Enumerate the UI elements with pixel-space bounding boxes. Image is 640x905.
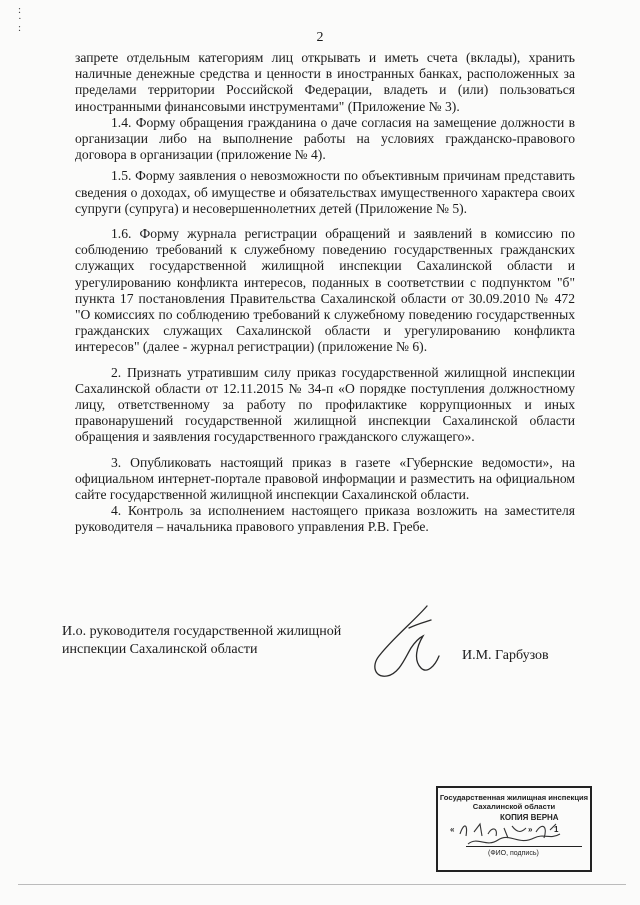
stamp-fio-label: (ФИО, подпись) (488, 850, 539, 857)
paragraph-continuation: запрете отдельным категориям лиц открывать и иметь счета (вклады), хранить наличные денежные средства и ценности в иностранных банках, расположенных за пределами территории Российской Федерации, владеть и (или) пользоваться иностранными финансовыми инструментами" (Приложение № 3). (75, 50, 575, 114)
stamp-quote-open: « (450, 825, 455, 834)
stamp-handwriting (438, 788, 590, 870)
paragraph-2: 2. Признать утратившим силу приказ государственной жилищной инспекции Сахалинской области от 12.11.2015 № 34-п «О порядке поступления должностному лицу, ответственному за работу по профилактике коррупционных и иных правонарушений государственной жилищной инспекции Сахалинской области обращения и заявления государственного гражданского служащего». (75, 364, 575, 445)
margin-marks: : · : (18, 4, 22, 34)
stamp-number: 1 (554, 825, 559, 834)
paragraph-4: 4. Контроль за исполнением настоящего приказа возложить на заместителя руководителя – начальника правового управления Р.В. Гребе. (75, 503, 575, 535)
stamp-quote-close: » (528, 825, 533, 834)
signatory-name: И.М. Гарбузов (462, 648, 549, 663)
document-body (75, 50, 575, 536)
page-bottom-edge (18, 884, 626, 885)
paragraph-1-4: 1.4. Форму обращения гражданина о даче согласия на замещение должности в организации либо на выполнение работы на условиях гражданско-правового договора в организации (приложение № 4). (75, 114, 575, 163)
certification-stamp (436, 786, 592, 872)
stamp-organization: Государственная жилищная инспекция Сахалинской области (439, 793, 589, 811)
handwritten-signature (365, 598, 445, 698)
signatory-position: И.о. руководителя государственной жилищной инспекции Сахалинской области (62, 624, 342, 657)
stamp-signature-line (466, 846, 582, 847)
page-number: 2 (316, 30, 324, 45)
paragraph-1-6: 1.6. Форму журнала регистрации обращений и заявлений в комиссию по соблюдению требований к служебному поведению государственных гражданских служащих государственной жилищной инспекции Сахалинской области и урегулированию конфликта интересов, поданных в соответствии с подпунктом "б" пункта 17 постановления Правительства Сахалинской области от 30.09.2010 № 472 "О комиссиях по соблюдению требований к служебному поведению государственных гражданских служащих Сахалинской области и урегулированию конфликта интересов" (далее - журнал регистрации) (приложение № 6). (75, 226, 575, 355)
stamp-copy-label: КОПИЯ ВЕРНА (500, 813, 559, 822)
paragraph-3: 3. Опубликовать настоящий приказ в газете «Губернские ведомости», на официальном интернет-портале правовой информации и разместить на официальном сайте государственной жилищной инспекции Сахалинской области. (75, 454, 575, 503)
paragraph-1-5: 1.5. Форму заявления о невозможности по объективным причинам представить сведения о доходах, об имуществе и обязательствах имущественного характера своих супруги (супруга) и несовершеннолетних детей (Приложение № 5). (75, 168, 575, 216)
